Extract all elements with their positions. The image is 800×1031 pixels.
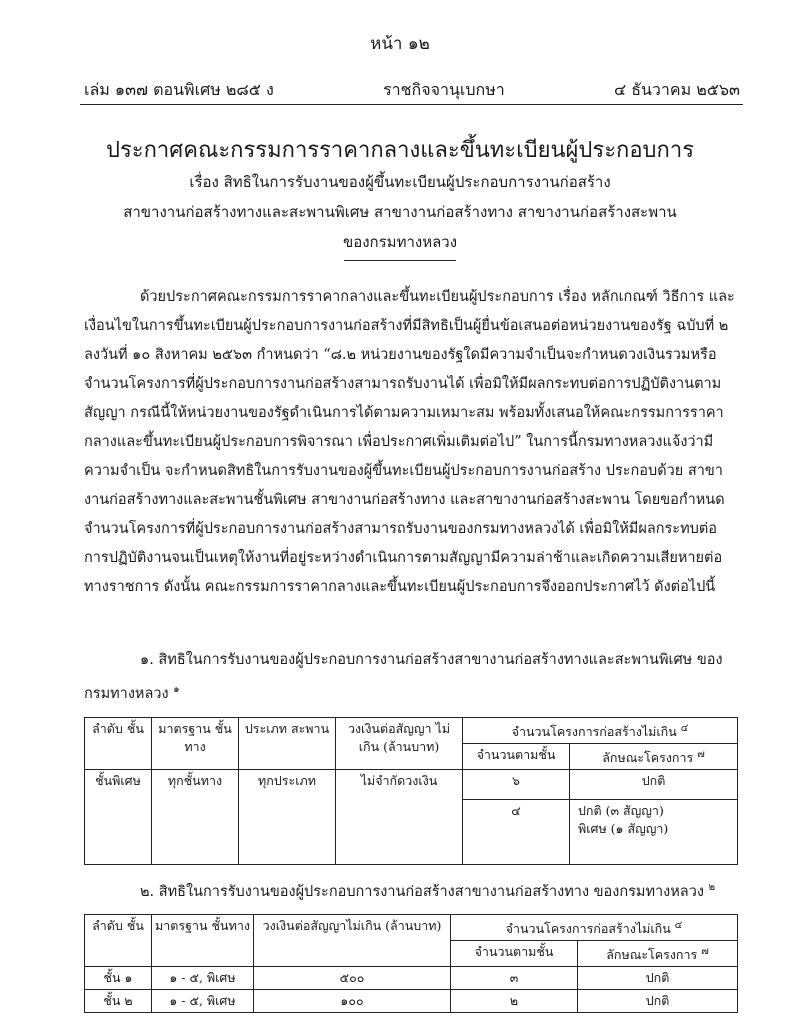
footnote-marker: ๑ xyxy=(173,684,180,695)
cell-rank: ชั้น ๒ xyxy=(85,990,152,1013)
publication-date: ๔ ธันวาคม ๒๕๖๓ xyxy=(614,80,740,99)
cell-count: ๔ xyxy=(463,800,570,865)
cell-budget: ๕๐๐ xyxy=(254,967,451,990)
footnote-marker: ๒ xyxy=(708,882,716,893)
section-2-heading xyxy=(84,873,736,907)
table-road-class xyxy=(84,914,738,1013)
footnote-marker: ๗ xyxy=(697,749,705,761)
col-count: จำนวนตามชั้น xyxy=(451,941,578,967)
preamble-paragraph: ด้วยประกาศคณะกรรมการราคากลางและขึ้นทะเบียนผู้ประกอบการ เรื่อง หลักเกณฑ์ วิธีการ และเงื่อนไขในการขึ้นทะเบียนผู้ประกอบการงานก่อสร้างที่มีสิทธิเป็นผู้ยื่นข้อเสนอต่อหน่วยงานของรัฐ ฉบับที่ ๒ ลงวันที่ ๑๐ สิงหาคม ๒๕๖๓ กำหนดว่า “๘.๒ หน่วยงานของรัฐใดมีความจำเป็นจะกำหนดวงเงินรวมหรือจำนวนโครงการที่ผู้ประกอบการงานก่อสร้างสามารถรับงานได้ เพื่อมิให้มีผลกระทบต่อการปฏิบัติงานตามสัญญา กรณีนี้ให้หน่วยงานของรัฐดำเนินการได้ตามความเหมาะสม พร้อมทั้งเสนอให้คณะกรรมการราคากลางและขึ้นทะเบียนผู้ประกอบการพิจารณา เพื่อประกาศเพิ่มเติมต่อไป” ในการนี้กรมทางหลวงแจ้งว่ามีความจำเป็น จะกำหนดสิทธิในการรับงานของผู้ขึ้นทะเบียนผู้ประกอบการงานก่อสร้าง ประกอบด้วย สาขางานก่อสร้างทางและสะพานชั้นพิเศษ สาขางานก่อสร้างทาง และสาขางานก่อสร้างสะพาน โดยขอกำหนดจำนวนโครงการที่ผู้ประกอบการงานก่อสร้างสามารถรับงานของกรมทางหลวงได้ เพื่อมิให้มีผลกระทบต่อการปฏิบัติงานจนเป็นเหตุให้งานที่อยู่ระหว่างดำเนินการตามสัญญามีความล่าช้าและเกิดความเสียหายต่อทางราชการ ดังนั้น คณะกรรมการราคากลางและขึ้นทะเบียนผู้ประกอบการจึงออกประกาศไว้ ดังต่อไปนี้ xyxy=(84,289,735,595)
gazette-header xyxy=(84,78,740,103)
cell-bridge-type: ทุกประเภท xyxy=(239,770,336,865)
cell-standard: ๑ - ๕, พิเศษ xyxy=(152,990,254,1013)
projects-label: จำนวนโครงการก่อสร้างไม่เกิน xyxy=(511,724,677,740)
col-standard: มาตรฐาน ชั้นทาง xyxy=(152,915,254,967)
cell-count: ๓ xyxy=(451,967,578,990)
cell-nature xyxy=(570,800,738,865)
col-nature xyxy=(570,744,738,770)
col-rank: ลำดับ ชั้น xyxy=(85,718,152,770)
col-standard: มาตรฐาน ชั้นทาง xyxy=(152,718,239,770)
table-header-row xyxy=(85,915,738,941)
cell-nature: ปกติ xyxy=(578,967,738,990)
cell-standard: ทุกชั้นทาง xyxy=(152,770,239,865)
footnote-marker: ๔ xyxy=(674,920,683,931)
col-projects xyxy=(463,718,738,744)
col-rank: ลำดับ ชั้น xyxy=(85,915,152,967)
footnote-marker: ๔ xyxy=(680,723,689,734)
cell-budget: ไม่จำกัดวงเงิน xyxy=(336,770,463,865)
cell-rank: ชั้นพิเศษ xyxy=(85,770,152,865)
cell-rank: ชั้น ๑ xyxy=(85,967,152,990)
page-number: หน้า ๑๒ xyxy=(370,34,430,54)
col-budget: วงเงินต่อสัญญาไม่เกิน (ล้านบาท) xyxy=(254,915,451,967)
cell-budget: ๑๐๐ xyxy=(254,990,451,1013)
col-bridge-type: ประเภท สะพาน xyxy=(239,718,336,770)
announcement-subject: เรื่อง สิทธิในการรับงานของผู้ขึ้นทะเบียนผู้ประกอบการงานก่อสร้าง xyxy=(189,173,611,191)
announcement-subject-line-3: ของกรมทางหลวง xyxy=(342,233,458,251)
cell-nature: ปกติ xyxy=(578,990,738,1013)
table-header-row xyxy=(85,718,738,744)
cell-nature: ปกติ xyxy=(570,770,738,800)
section-1-text: ๑. สิทธิในการรับงานของผู้ประกอบการงานก่อสร้างสาขางานก่อสร้างทางและสะพานพิเศษ ของกรมทางหลวง xyxy=(84,652,723,702)
table-row xyxy=(85,990,738,1013)
section-1-heading xyxy=(84,646,736,709)
cell-count: ๒ xyxy=(451,990,578,1013)
nature-label: ลักษณะโครงการ xyxy=(606,947,698,963)
col-nature xyxy=(578,941,738,967)
col-budget: วงเงินต่อสัญญา ไม่เกิน (ล้านบาท) xyxy=(336,718,463,770)
gazette-name: ราชกิจจานุเบกษา xyxy=(383,80,505,99)
table-special-class xyxy=(84,717,738,865)
col-projects xyxy=(451,915,738,941)
announcement-title: ประกาศคณะกรรมการราคากลางและขึ้นทะเบียนผู้ประกอบการ xyxy=(105,138,695,163)
footnote-marker: ๗ xyxy=(701,946,709,958)
projects-label: จำนวนโครงการก่อสร้างไม่เกิน xyxy=(505,921,671,937)
cell-standard: ๑ - ๕, พิเศษ xyxy=(152,967,254,990)
header-rule xyxy=(80,104,743,105)
table-row xyxy=(85,967,738,990)
nature-label: ลักษณะโครงการ xyxy=(602,750,694,766)
table-row xyxy=(85,770,738,800)
nature-line: ปกติ (๓ สัญญา) xyxy=(578,803,664,819)
section-2-text: ๒. สิทธิในการรับงานของผู้ประกอบการงานก่อสร้างสาขางานก่อสร้างทาง ของกรมทางหลวง xyxy=(140,883,704,900)
cell-count: ๖ xyxy=(463,770,570,800)
announcement-subject-line-2: สาขางานก่อสร้างทางและสะพานพิเศษ สาขางานก่อสร้างทาง สาขางานก่อสร้างสะพาน xyxy=(123,203,677,221)
title-underline xyxy=(344,260,456,261)
volume-info: เล่ม ๑๓๗ ตอนพิเศษ ๒๘๕ ง xyxy=(84,80,274,99)
nature-line: พิเศษ (๑ สัญญา) xyxy=(578,821,669,837)
col-count: จำนวนตามชั้น xyxy=(463,744,570,770)
